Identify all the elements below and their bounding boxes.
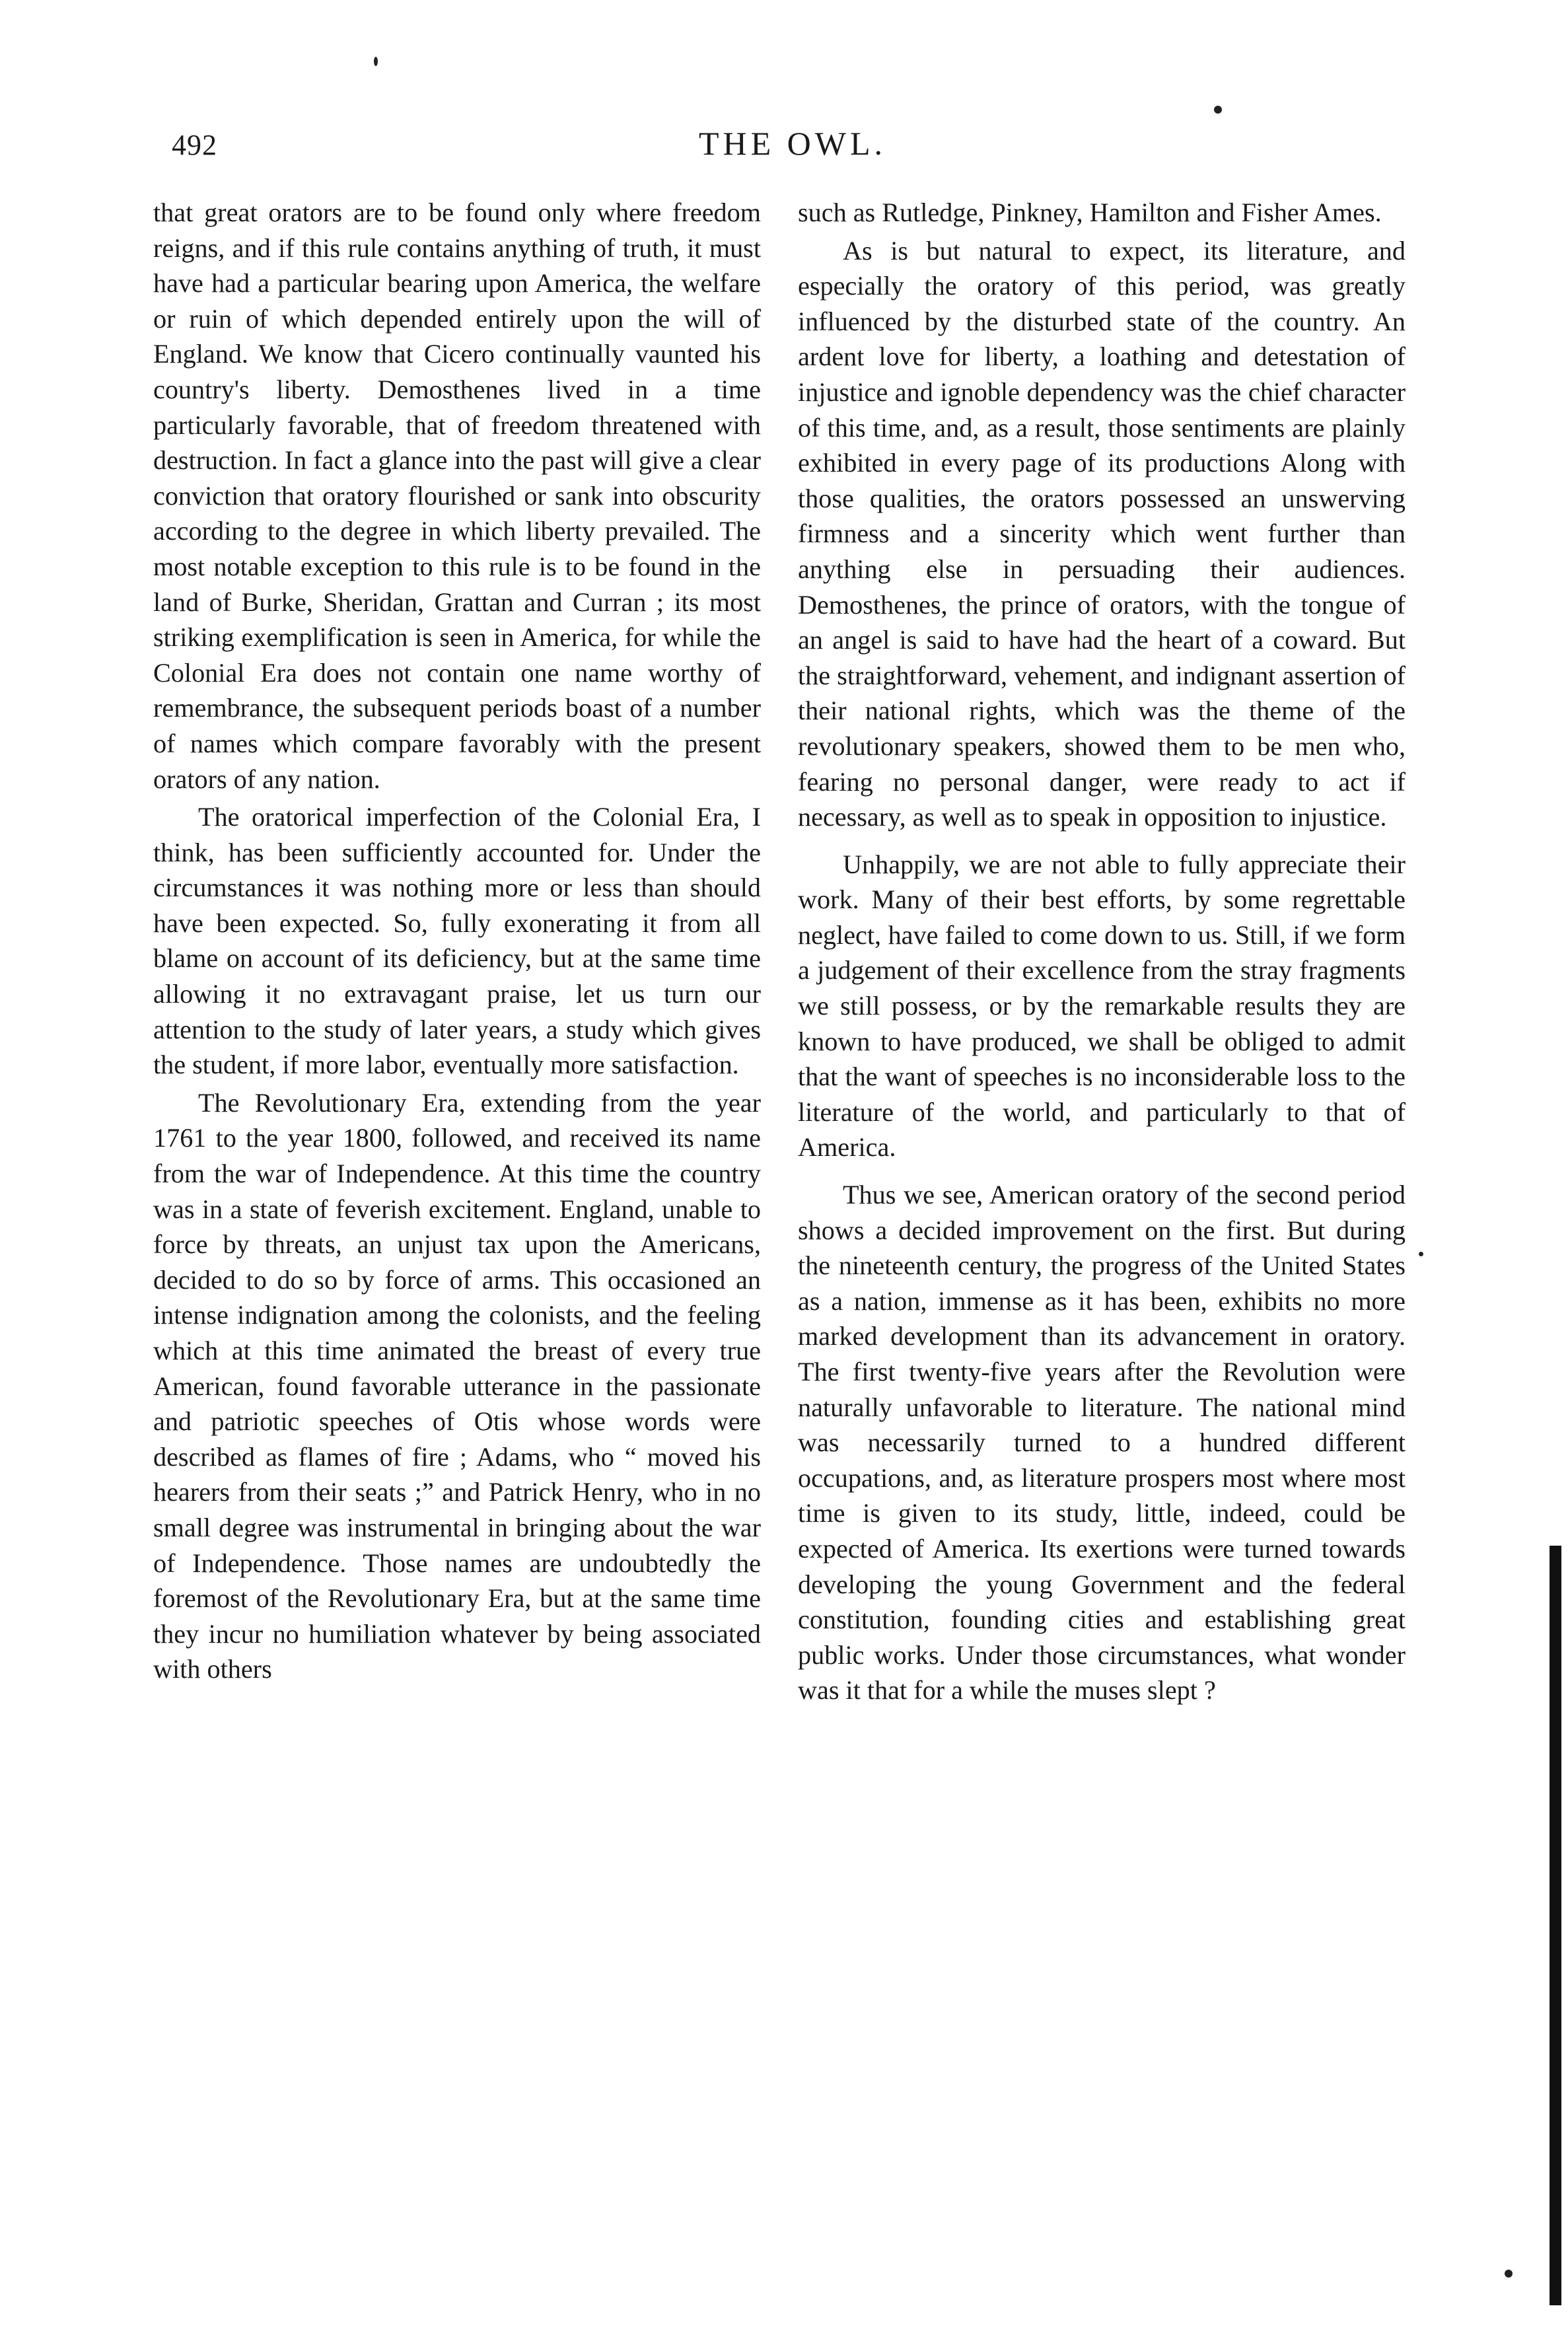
- left-column: [153, 195, 761, 1687]
- scan-speck: [1419, 1252, 1423, 1256]
- paragraph: that great orators are to be found only where freedom reigns, and if this rule contains anything of truth, it must have had a particular bearing upon America, the welfare or ruin of which depended entirely upon the will of England. We know that Cicero continually vaunted his country's liberty. Demosthenes lived in a time particularly favorable, that of freedom threatened with destruction. In fact a glance into the past will give a clear conviction that oratory flourished or sank into obscurity according to the degree in which liberty prevailed. The most notable exception to this rule is to be found in the land of Burke, Sheridan, Grattan and Curran ; its most striking exemplification is seen in America, for while the Colonial Era does not contain one name worthy of remembrance, the subsequent periods boast of a number of names which compare favorably with the present orators of any nation.: [153, 198, 761, 794]
- paragraph: The oratorical imperfection of the Colonial Era, I think, has been sufficiently accounted for. Under the circumstances it was nothing more or less than should have been expected. So, fully exonerating it from all blame on account of its deficiency, but at the same time allowing it no extravagant praise, let us turn our attention to the study of later years, a study which gives the student, if more labor, eventually more satisfaction.: [153, 802, 761, 1080]
- page-number: 492: [172, 129, 217, 161]
- scan-speck: [1505, 2270, 1513, 2278]
- paragraph: Thus we see, American oratory of the second period shows a decided improvement on the first. But during the nineteenth century, the progress of the United States as a nation, immense as it has been, exhibits no more marked development than its advancement in oratory. The first twenty-five years after the Revolution were naturally unfavorable to literature. The national mind was necessarily turned to a hundred different occupations, and, as literature prospers most where most time is given to its study, little, indeed, could be expected of America. Its exertions were turned towards developing the young Government and the federal constitution, founding cities and establishing great public works. Under those circumstances, what wonder was it that for a while the muses slept ?: [798, 1180, 1406, 1706]
- journal-title: THE OWL.: [698, 125, 887, 162]
- paragraph: The Revolutionary Era, extending from the year 1761 to the year 1800, followed, and received its name from the war of Independence. At this time the country was in a state of feverish excitement. England, unable to force by threats, an unjust tax upon the Americans, decided to do so by force of arms. This occasioned an intense indignation among the colonists, and the feeling which at this time animated the breast of every true American, found favorable utterance in the passionate and patriotic speeches of Otis whose words were described as flames of fire ; Adams, who “ moved his hearers from their seats ;” and Patrick Henry, who in no small degree was instrumental in bringing about the war of Independence. Those names are undoubtedly the foremost of the Revolutionary Era, but at the same time they incur no humiliation whatever by being associated with others: [153, 1087, 761, 1684]
- page-edge-shadow: [1550, 1546, 1561, 2305]
- paragraph: Unhappily, we are not able to fully appreciate their work. Many of their best efforts, by some regrettable neglect, have failed to come down to us. Still, if we form a judgement of their excellence from the stray fragments we still possess, or by the remarkable results they are known to have produced, we shall be obliged to admit that the want of speeches is no inconsiderable loss to the literature of the world, and particularly to that of America.: [798, 849, 1406, 1163]
- scan-speck: [1214, 106, 1222, 114]
- paragraph: As is but natural to expect, its literature, and especially the oratory of this period, was greatly influenced by the disturbed state of the country. An ardent love for liberty, a loathing and detestation of injustice and ignoble dependency was the chief character of this time, and, as a result, those sentiments are plainly exhibited in every page of its productions Along with those qualities, the orators possessed an unswerving firmness and a sincerity which went further than anything else in persuading their audiences. Demosthenes, the prince of orators, with the tongue of an angel is said to have had the heart of a coward. But the straightforward, vehement, and indignant assertion of their national rights, which was the theme of the revolutionary speakers, showed them to be men who, fearing no personal danger, were ready to act if necessary, as well as to speak in opposition to injustice.: [798, 235, 1406, 832]
- paragraph: such as Rutledge, Pinkney, Hamilton and Fisher Ames.: [798, 198, 1382, 227]
- scan-speck: [374, 57, 378, 66]
- right-column: [798, 195, 1406, 1708]
- running-head: [152, 119, 1433, 172]
